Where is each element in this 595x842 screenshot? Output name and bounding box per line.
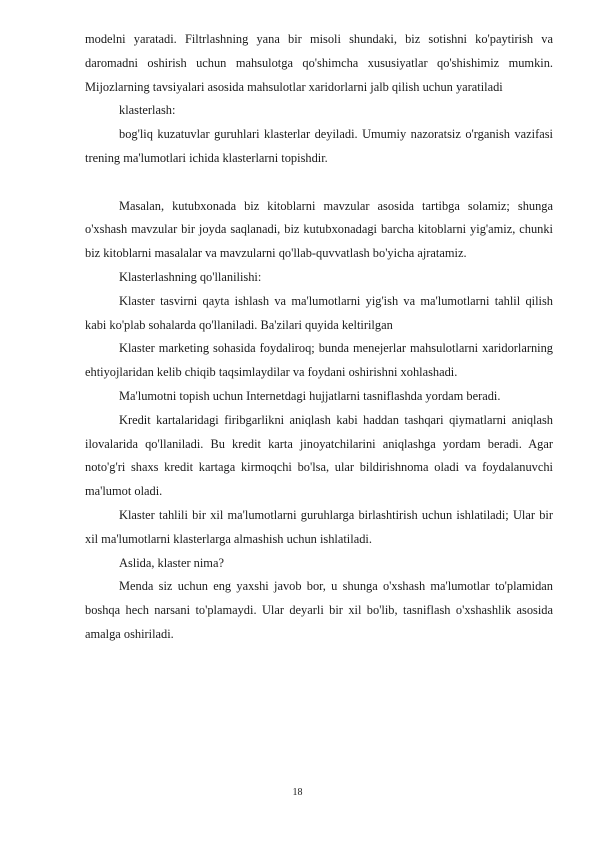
- paragraph-cluster-definition: bog'liq kuzatuvlar guruhlari klasterlar deyiladi. Umumiy nazoratsiz o'rganish vazifasi trening ma'lumotlari ichida klasterlarni topishdir.: [85, 127, 553, 165]
- paragraph-answer: Menda siz uchun eng yaxshi javob bor, u shunga o'xshash ma'lumotlar to'plamidan boshqa hech narsani to'plamaydi. Ular deyarli bir xil bo'lib, tasniflash o'xshashlik asosida amalga oshiriladi.: [85, 579, 553, 641]
- paragraph-application-marketing: Klaster marketing sohasida foydaliroq; bunda menejerlar mahsulotlarni xaridorlarning ehtiyojlaridan kelib chiqib taqsimlaydilar va foydani oshirishni xohlashadi.: [85, 341, 553, 380]
- paragraph-application-fraud: Kredit kartalaridagi firibgarlikni aniqlash kabi haddan tashqari qiymatlarni aniqlash ilovalarida qo'llaniladi. Bu kredit karta jinoyatchilarini aniqlashga yordam beradi. Agar noto'g'ri shaxs kredit kartaga kirmoqchi bo'lsa, ular bildirishnoma oladi va foydalanuvchi ma'lumot oladi.: [85, 412, 553, 499]
- paragraph-clustering-heading: klasterlash:: [119, 103, 176, 118]
- paragraph-continuation: modelni yaratadi. Filtrlashning yana bir misoli shundaki, biz sotishni ko'paytirish va daromadni oshirish uchun mahsulotga qo'shimcha xususiyatlar qo'shishimiz mumkin. Mijozlarning tavsiyalari asosida mahsulotlar xaridorlarni jalb qilish uchun yaratiladi: [85, 32, 553, 94]
- paragraph-cluster-analysis: Klaster tahlili bir xil ma'lumotlarni guruhlarga birlashtirish uchun ishlatiladi; Ular bir xil ma'lumotlarni klasterlarga almashish uchun ishlatiladi.: [85, 507, 553, 546]
- paragraph-question: Aslida, klaster nima?: [119, 555, 224, 570]
- paragraph-library-example: Masalan, kutubxonada biz kitoblarni mavzular asosida tartibga solamiz; shunga o'xshash mavzular bir joyda saqlanadi, biz kutubxonadagi barcha kitoblarni yig'amiz, chunki biz kitoblarni masalalar va mavzularni qo'llab-quvvatlash bo'yicha ajratamiz.: [85, 198, 553, 261]
- paragraph-applications-heading: Klasterlashning qo'llanilishi:: [119, 269, 262, 284]
- paragraph-application-image: Klaster tasvirni qayta ishlash va ma'lumotlarni yig'ish va ma'lumotlarni tahlil qilish kabi ko'plab sohalarda qo'llaniladi. Ba'zilari quyida keltirilgan: [85, 293, 553, 332]
- page-number: 18: [292, 787, 303, 798]
- paragraph-application-documents: Ma'lumotni topish uchun Internetdagi hujjatlarni tasniflashda yordam beradi.: [119, 388, 501, 403]
- body-text: [85, 28, 553, 647]
